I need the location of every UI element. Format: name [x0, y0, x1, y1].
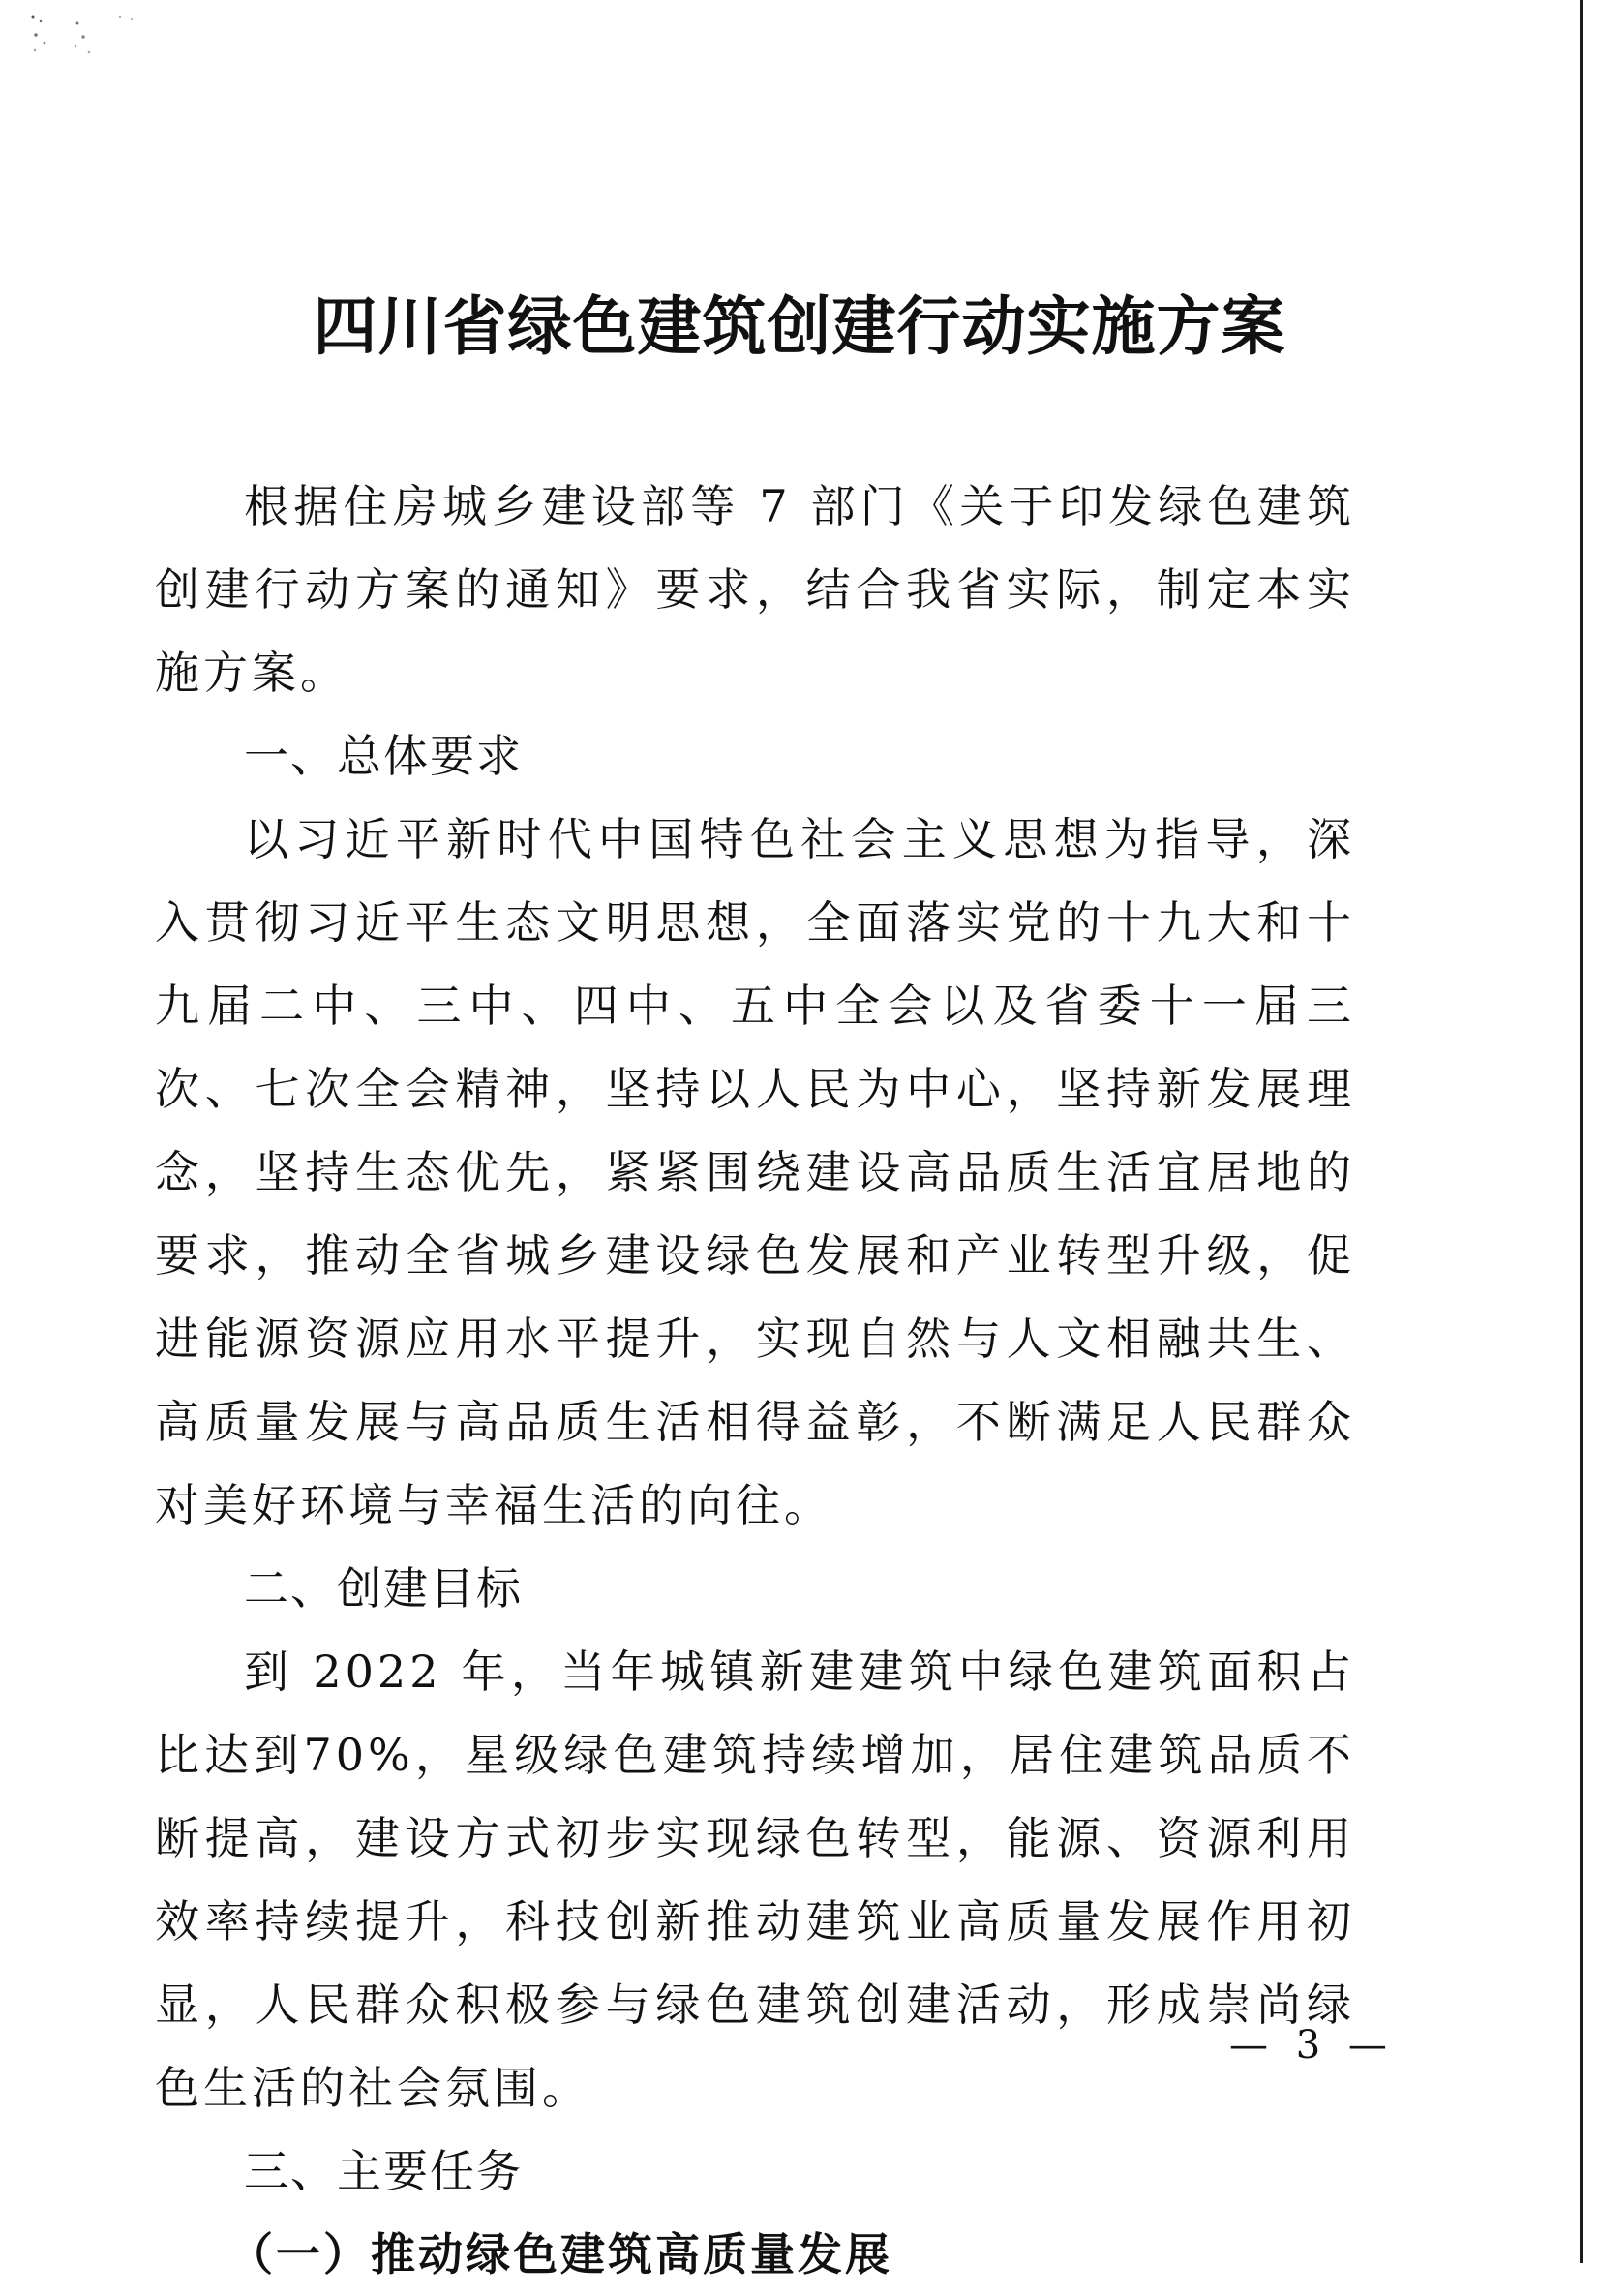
page-number: — 3 —	[1229, 2023, 1395, 2068]
intro-paragraph: 根据住房城乡建设部等 7 部门《关于印发绿色建筑创建行动方案的通知》要求，结合我省实际，制定本实施方案。	[155, 480, 1355, 699]
overall-requirements-paragraph: 以习近平新时代中国特色社会主义思想为指导，深入贯彻习近平生态文明思想，全面落实党的十九大和十九届二中、三中、四中、五中全会以及省委十一届三次、七次全会精神，坚持以人民为中心，坚持新发展理念，坚持生态优先，紧紧围绕建设高品质生活宜居地的要求，推动全省城乡建设绿色发展和产业转型升级，促进能源资源应用水平提升，实现自然与人文相融共生、高质量发展与高品质生活相得益彰，不断满足人民群众对美好环境与幸福生活的向往。	[155, 813, 1355, 1531]
document-title: 四川省绿色建筑创建行动实施方案	[313, 289, 1286, 364]
document-body	[155, 465, 1355, 2296]
section-heading-main-tasks: 三、主要任务	[244, 2145, 523, 2197]
goals-paragraph: 到 2022 年，当年城镇新建建筑中绿色建筑面积占比达到70%，星级绿色建筑持续增加，居住建筑品质不断提高，建设方式初步实现绿色转型，能源、资源利用效率持续提升，科技创新推动建筑业高质量发展作用初显，人民群众积极参与绿色建筑创建活动，形成崇尚绿色生活的社会氛围。	[155, 1646, 1355, 2114]
subsection-heading-green-building: （一）推动绿色建筑高质量发展	[228, 2228, 892, 2281]
section-heading-overall-requirements: 一、总体要求	[244, 730, 523, 782]
scan-specks-icon	[27, 14, 143, 62]
section-heading-goals: 二、创建目标	[244, 1562, 523, 1615]
page-edge-line	[1580, 0, 1583, 2263]
